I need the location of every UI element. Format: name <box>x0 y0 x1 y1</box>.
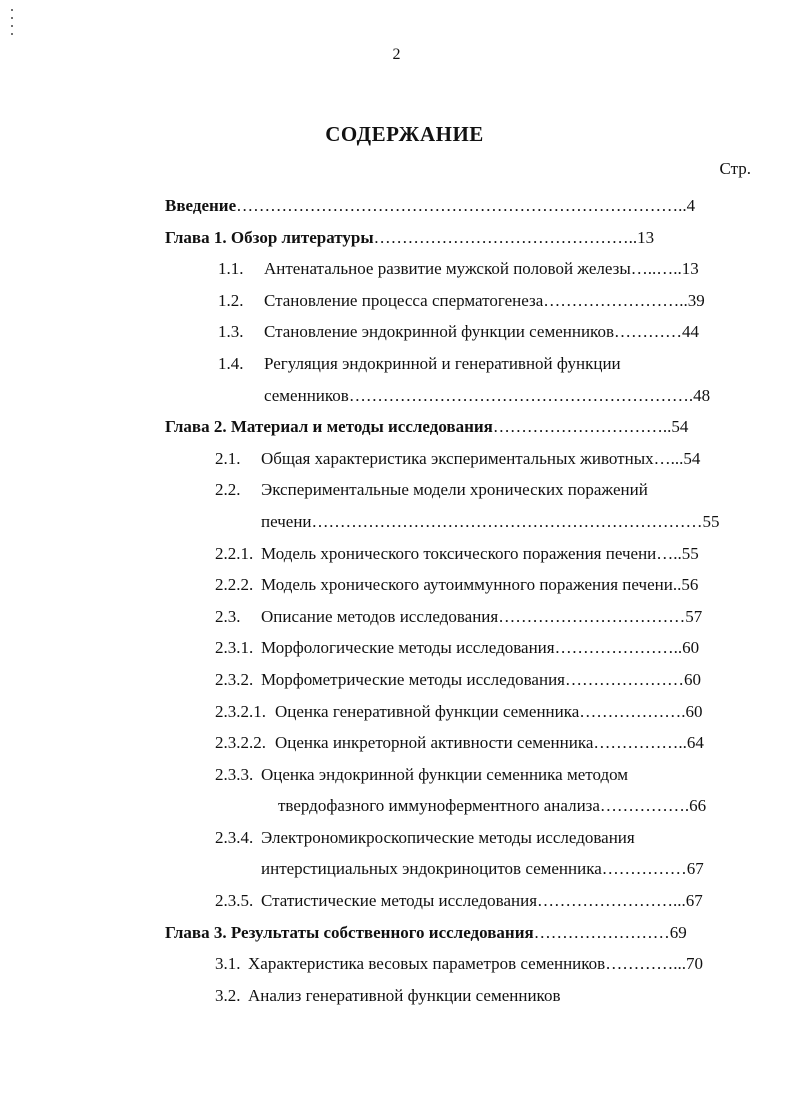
toc-entry-page: 60 <box>685 701 703 721</box>
toc-entry-title-text: твердофазного иммуноферментного анализа <box>278 796 600 816</box>
toc-entry <box>0 917 793 949</box>
toc-entry-title-text: семенников <box>264 385 349 405</box>
toc-entry-leader: ……………………………………….. <box>373 227 638 247</box>
toc-entry-title-text: Общая характеристика экспериментальных животных <box>261 448 654 468</box>
toc-entry-title <box>275 696 703 728</box>
toc-entry <box>0 790 793 822</box>
scan-artifact-icon <box>9 6 15 42</box>
toc-entry <box>0 190 793 222</box>
toc-entry <box>0 727 793 759</box>
toc-entry-number: 2.3.4. <box>215 827 254 847</box>
toc-entry-page: 4 <box>686 196 696 215</box>
toc-entry-number: 2.2. <box>215 480 241 500</box>
toc-entry-title <box>278 790 706 822</box>
toc-entry-leader: …………………………………………………………… <box>311 511 703 531</box>
toc-entry-leader: …………………….. <box>543 290 688 310</box>
toc-entry-page: 54 <box>683 448 701 468</box>
toc-entry-title <box>165 411 688 443</box>
toc-entry-title <box>261 538 699 570</box>
toc-entry-number: 2.2.1. <box>215 543 254 563</box>
toc-entry-title <box>261 506 720 538</box>
toc-entry <box>0 316 793 348</box>
page-column-label: Стр. <box>719 159 751 178</box>
toc-entry-title <box>264 253 699 285</box>
toc-entry-title-text: Глава 2. Материал и методы исследования <box>165 417 493 437</box>
toc-entry-number: 2.3.1. <box>215 638 254 658</box>
toc-entry-leader: …………………… <box>533 922 670 942</box>
toc-entry-page: 67 <box>686 859 704 879</box>
toc-entry-number: 3.2. <box>215 985 241 1005</box>
toc-entry-leader: …..….. <box>630 259 682 279</box>
toc-entry-page: 60 <box>682 638 700 658</box>
toc-entry <box>0 759 793 791</box>
toc-entry-title <box>261 664 701 696</box>
toc-entry-title <box>261 569 698 601</box>
toc-entry <box>0 285 793 317</box>
toc-entry-title-text: Морфометрические методы исследования <box>261 669 565 689</box>
toc-entry-leader: .. <box>672 575 682 595</box>
toc-entry <box>0 380 793 412</box>
toc-entry-title-text: Введение <box>165 196 237 215</box>
toc-entry-leader: …………………………………………………………………….. <box>236 196 687 215</box>
toc-entry <box>0 885 793 917</box>
toc-entry-number: 2.3.2. <box>215 669 254 689</box>
toc-entry <box>0 822 793 854</box>
toc-entry-title-text: Экспериментальные модели хронических поражений <box>261 480 648 500</box>
toc-entry-page: 39 <box>687 290 705 310</box>
toc-entry-title <box>264 380 710 412</box>
toc-entry-leader: …………….. <box>593 733 687 753</box>
toc-entry-title-text: Морфологические методы исследования <box>261 638 555 658</box>
toc-entry-title <box>261 443 700 475</box>
toc-entry-page: 64 <box>686 733 704 753</box>
toc-entry-page: 13 <box>637 227 655 247</box>
toc-entry-title-text: Модель хронического токсического поражения печени <box>261 543 657 563</box>
toc-entry-leader: ……………………... <box>537 891 686 911</box>
toc-entry-number: 1.2. <box>218 290 244 310</box>
toc-entry-title-text: Описание методов исследования <box>261 606 499 626</box>
toc-entry <box>0 632 793 664</box>
toc-entry <box>0 411 793 443</box>
toc-entry-number: 1.1. <box>218 259 244 279</box>
toc-entry-title-text: Глава 3. Результаты собственного исследования <box>165 922 534 942</box>
toc-entry <box>0 348 793 380</box>
toc-entry-title-text: Становление процесса сперматогенеза <box>264 290 544 310</box>
toc-entry-title-text: Антенатальное развитие мужской половой железы <box>264 259 631 279</box>
toc-entry-leader: ………………. <box>579 701 686 721</box>
toc-entry-number: 2.3.2.1. <box>215 701 266 721</box>
toc-entry-title <box>261 632 699 664</box>
toc-entry-title-text: Оценка инкреторной активности семенника <box>275 733 594 753</box>
toc-entry-title-text: Становление эндокринной функции семенников <box>264 322 614 342</box>
toc-entry-title-text: Электрономикроскопические методы исследования <box>261 827 635 847</box>
toc-entry-title <box>264 348 621 380</box>
toc-entry-page: 60 <box>683 669 701 689</box>
toc-entry <box>0 569 793 601</box>
toc-entry-page: 55 <box>681 543 699 563</box>
toc-entry-title <box>261 822 635 854</box>
toc-entry-title <box>264 316 699 348</box>
toc-entry-title-text: Анализ генеративной функции семенников <box>248 985 561 1005</box>
toc-entry-number: 2.2.2. <box>215 575 254 595</box>
toc-entry-title <box>165 917 687 949</box>
toc-entry-title-text: Оценка генеративной функции семенника <box>275 701 580 721</box>
page-number: 2 <box>392 46 401 63</box>
toc-entry-page: 67 <box>685 891 703 911</box>
toc-entry <box>0 696 793 728</box>
toc-entry-leader: …………... <box>605 954 686 974</box>
toc-entry-title <box>165 190 695 222</box>
toc-entry-page: 13 <box>681 259 699 279</box>
toc-entry-title-text: Модель хронического аутоиммунного поражения печени <box>261 575 673 595</box>
toc-entry-title <box>261 474 648 506</box>
toc-entry-title-text: печени <box>261 511 312 531</box>
toc-entry <box>0 980 793 1012</box>
toc-entry-page: 48 <box>693 385 711 405</box>
toc-entry-number: 3.1. <box>215 954 241 974</box>
toc-entry-title-text: Статистические методы исследования <box>261 891 538 911</box>
toc-entry-number: 1.3. <box>218 322 244 342</box>
toc-entry-leader: ………………….. <box>554 638 683 658</box>
toc-entry <box>0 443 793 475</box>
toc-entry-leader: ……………. <box>599 796 690 816</box>
table-of-contents <box>0 190 793 1011</box>
toc-entry <box>0 222 793 254</box>
toc-entry-title <box>248 980 560 1012</box>
toc-entry-page: 54 <box>671 417 689 437</box>
toc-entry-page: 56 <box>681 575 699 595</box>
toc-entry-title-text: Оценка эндокринной функции семенника методом <box>261 764 629 784</box>
toc-entry-page: 69 <box>669 922 687 942</box>
toc-entry-leader: ………………… <box>564 669 684 689</box>
toc-entry-leader: ………… <box>613 322 682 342</box>
toc-entry-title-text: Глава 1. Обзор литературы <box>165 227 374 247</box>
toc-entry <box>0 853 793 885</box>
toc-entry <box>0 948 793 980</box>
toc-entry-title <box>261 853 704 885</box>
toc-entry-leader: …………………………… <box>498 606 686 626</box>
toc-entry-number: 2.3. <box>215 606 241 626</box>
toc-entry-page: 57 <box>685 606 703 626</box>
toc-entry-leader: ……………………………………………………. <box>348 385 694 405</box>
toc-entry-title <box>275 727 704 759</box>
page-title: СОДЕРЖАНИЕ <box>325 122 484 146</box>
toc-entry-number: 1.4. <box>218 353 244 373</box>
toc-entry <box>0 474 793 506</box>
toc-entry-title <box>261 885 703 917</box>
toc-entry <box>0 601 793 633</box>
toc-entry-page: 55 <box>702 511 720 531</box>
toc-entry-title <box>248 948 703 980</box>
toc-entry <box>0 538 793 570</box>
toc-entry-title <box>264 285 705 317</box>
toc-entry-title <box>261 601 702 633</box>
toc-entry-leader: ………………………….. <box>492 417 672 437</box>
toc-entry <box>0 253 793 285</box>
toc-entry-leader: ….. <box>656 543 682 563</box>
toc-entry-title <box>261 759 628 791</box>
toc-entry-title-text: Регуляция эндокринной и генеративной функции <box>264 353 621 373</box>
toc-entry-title <box>165 222 654 254</box>
toc-entry-number: 2.1. <box>215 448 241 468</box>
toc-entry-number: 2.3.5. <box>215 891 254 911</box>
toc-entry-page: 44 <box>681 322 699 342</box>
toc-entry-leader: …... <box>653 448 684 468</box>
toc-entry-number: 2.3.3. <box>215 764 254 784</box>
toc-entry-title-text: Характеристика весовых параметров семенников <box>248 954 606 974</box>
toc-entry-leader: …………… <box>601 859 687 879</box>
toc-entry <box>0 506 793 538</box>
toc-entry-title-text: интерстициальных эндокриноцитов семенника <box>261 859 602 879</box>
toc-entry-number: 2.3.2.2. <box>215 733 266 753</box>
toc-entry-page: 66 <box>689 796 707 816</box>
toc-entry <box>0 664 793 696</box>
toc-entry-page: 70 <box>685 954 703 974</box>
